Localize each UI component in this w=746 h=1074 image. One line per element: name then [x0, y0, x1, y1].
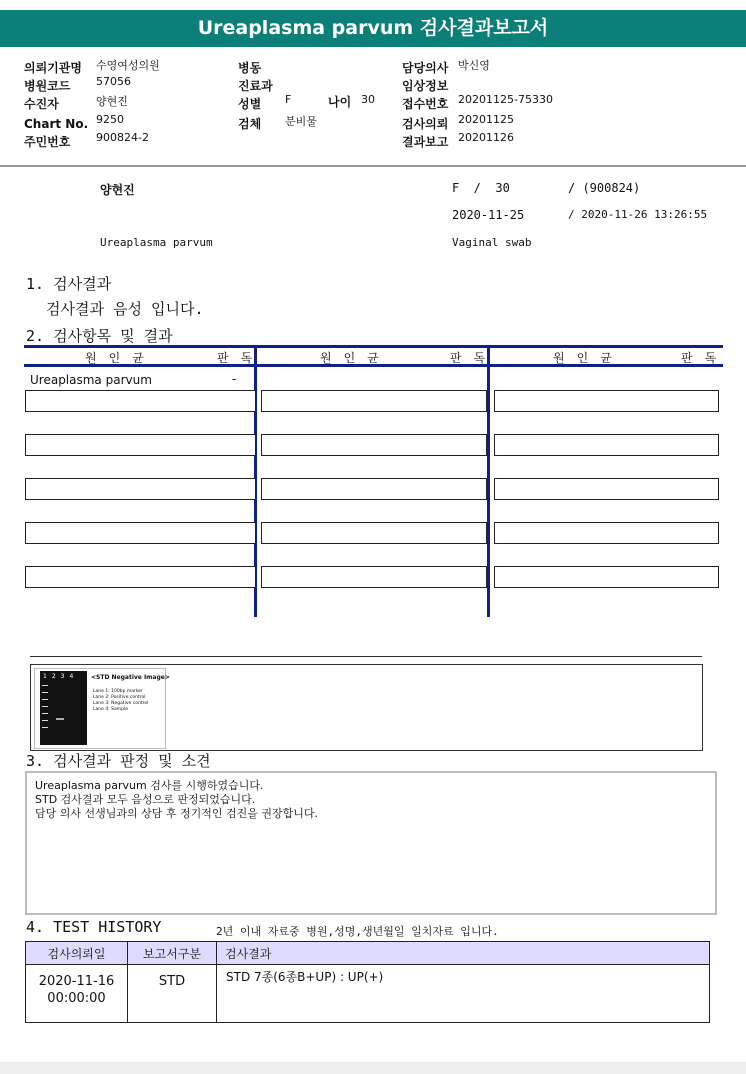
history-table	[25, 941, 710, 1023]
result-cell	[494, 390, 719, 412]
result-cell	[25, 434, 256, 456]
header-row-report-date	[402, 131, 732, 149]
institution-value: 수영여성의원	[96, 59, 160, 72]
header-row-specimen	[238, 113, 388, 131]
header-row-department	[238, 75, 388, 93]
result-cell	[261, 566, 487, 588]
history-type: STD	[128, 965, 217, 1023]
gel-lane-note: Lane 3: Negative control	[93, 701, 149, 706]
gel-photo	[40, 671, 87, 745]
history-col-type: 보고서구분	[128, 942, 217, 965]
result-cell	[261, 434, 487, 456]
age-label: 나이	[328, 95, 352, 109]
doctor-value: 박신영	[458, 59, 490, 72]
history-col-result: 검사결과	[217, 942, 710, 965]
gel-lane-2: 2	[51, 673, 61, 680]
result-cell	[25, 566, 256, 588]
history-date: 2020-11-16	[38, 974, 115, 989]
header-col-2	[238, 57, 388, 131]
history-note: 2년 이내 자료중 병원,성명,생년월일 일치자료 입니다.	[216, 925, 499, 938]
result-cell	[261, 522, 487, 544]
opinion-line: Ureaplasma parvum 검사를 시행하였습니다.	[35, 779, 264, 792]
summary-receipt-date: 2020-11-25	[452, 208, 525, 222]
result-cell	[494, 522, 719, 544]
col-header-pathogen-1: 원인균	[85, 351, 156, 365]
gel-lane-4: 4	[69, 673, 79, 680]
history-col-date: 검사의뢰일	[26, 942, 128, 965]
gel-positive-band	[56, 718, 64, 720]
history-date-cell	[26, 965, 128, 1023]
header-row-sex-age	[238, 93, 388, 113]
gel-lane-1: 1	[43, 673, 52, 680]
header-row-request-date	[402, 113, 732, 131]
doctor-label: 담당의사	[402, 61, 449, 75]
gel-lane-3: 3	[60, 673, 70, 680]
summary-birth: / (900824)	[568, 181, 641, 195]
gel-marker-ladder	[42, 685, 48, 741]
history-time: 00:00:00	[47, 991, 106, 1006]
col-header-judge-3: 판독	[681, 351, 729, 365]
specimen-label: 검체	[238, 117, 262, 131]
result-cell	[494, 434, 719, 456]
gel-separator	[30, 656, 702, 657]
gel-lane-note: Lane 2: Positive control	[93, 695, 146, 700]
ward-label: 병동	[238, 61, 262, 75]
header-col-1	[24, 57, 234, 149]
header-row-resident-no	[24, 131, 234, 149]
result-item-value: -	[232, 372, 237, 386]
header-row-institution	[24, 57, 234, 75]
report-date-value: 20201126	[458, 131, 514, 144]
result-cell	[494, 566, 719, 588]
institution-label: 의뢰기관명	[24, 61, 82, 75]
specimen-value: 분비물	[285, 115, 317, 128]
summary-report-datetime: / 2020-11-26 13:26:55	[568, 208, 708, 221]
header-row-receipt-no	[402, 93, 732, 113]
hospital-code-label: 병원코드	[24, 79, 71, 93]
header-row-hospital-code	[24, 75, 234, 93]
col-header-pathogen-3: 원인균	[553, 351, 624, 365]
history-result: STD 7종(6종B+UP) : UP(+)	[217, 965, 710, 1023]
results-table-divider-2	[487, 345, 490, 617]
header-row-clinical-info	[402, 75, 732, 93]
gel-lane-notes	[93, 689, 148, 713]
resident-no-label: 주민번호	[24, 135, 71, 149]
receipt-no-value: 20201125-75330	[458, 93, 553, 106]
section1-heading: 1. 검사결과	[26, 275, 112, 293]
opinion-line: 담당 의사 선생님과의 상담 후 정기적인 검진을 권장합니다.	[35, 807, 318, 820]
header-row-ward	[238, 57, 388, 75]
header-col-3	[402, 57, 732, 149]
result-cell	[25, 522, 256, 544]
age-value: 30	[361, 93, 375, 106]
results-table-top-rule	[24, 345, 723, 348]
result-cell	[261, 390, 487, 412]
result-item-name: Ureaplasma parvum	[30, 373, 152, 387]
clinical-info-label: 임상정보	[402, 79, 449, 93]
report-date-label: 결과보고	[402, 135, 449, 149]
gel-lane-note: Lane 1: 100bp marker	[93, 689, 143, 694]
opinion-box	[25, 771, 717, 915]
result-cell	[25, 390, 256, 412]
section1-result-text: 검사결과 음성 입니다.	[46, 300, 204, 318]
gel-image-title: <STD Negative Image>	[91, 674, 170, 681]
sex-value: F	[285, 93, 292, 106]
hospital-code-value: 57056	[96, 75, 131, 88]
page-footer-strip	[0, 1062, 746, 1074]
gel-image	[34, 668, 170, 749]
section2-heading: 2. 검사항목 및 결과	[26, 327, 173, 345]
summary-sex-age: F / 30	[452, 181, 510, 195]
result-cell	[494, 478, 719, 500]
department-label: 진료과	[238, 79, 273, 93]
header-row-patient	[24, 93, 234, 113]
receipt-no-label: 접수번호	[402, 97, 449, 111]
summary-test-name: Ureaplasma parvum	[100, 236, 213, 249]
col-header-judge-2: 판독	[450, 351, 498, 365]
opinion-line: STD 검사결과 모두 음성으로 판정되었습니다.	[35, 793, 256, 806]
sex-label: 성별	[238, 97, 262, 111]
history-header-row	[26, 942, 710, 965]
request-date-label: 검사의뢰	[402, 117, 449, 131]
table-row	[26, 965, 710, 1023]
report-title: Ureaplasma parvum 검사결과보고서	[0, 10, 746, 47]
gel-lane-note: Lane 4: Sample	[93, 707, 128, 712]
chart-no-value: 9250	[96, 113, 124, 126]
result-cell	[25, 478, 256, 500]
col-header-pathogen-2: 원인균	[320, 351, 391, 365]
section3-heading: 3. 검사결과 판정 및 소견	[26, 752, 211, 770]
resident-no-value: 900824-2	[96, 131, 149, 144]
gel-lane-numbers	[43, 673, 78, 680]
summary-specimen: Vaginal swab	[452, 236, 532, 249]
col-header-judge-1: 판독	[217, 351, 265, 365]
patient-value: 양현진	[96, 95, 128, 108]
result-cell	[261, 478, 487, 500]
request-date-value: 20201125	[458, 113, 514, 126]
chart-no-label: Chart No.	[24, 117, 89, 131]
summary-name: 양현진	[100, 183, 135, 197]
patient-label: 수진자	[24, 97, 59, 111]
opinion-text	[27, 773, 715, 821]
header-row-chart-no	[24, 113, 234, 131]
header-row-doctor	[402, 57, 732, 75]
section4-heading: 4. TEST HISTORY	[26, 918, 162, 936]
